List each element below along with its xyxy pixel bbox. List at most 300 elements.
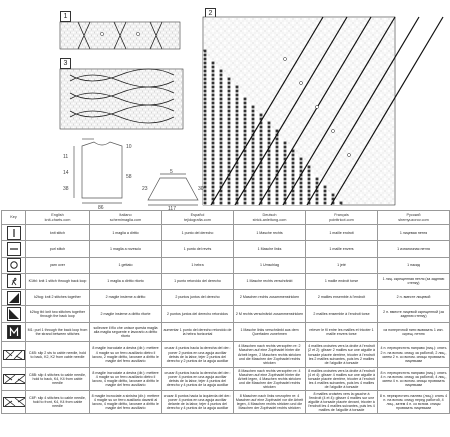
legend-header-key: Key <box>2 211 26 225</box>
chart2-decrease-mark <box>292 158 295 161</box>
chart2-yarn-over <box>316 106 319 109</box>
chart2-decrease-mark <box>220 78 223 81</box>
chart2-decrease-mark <box>212 190 215 193</box>
chart2-decrease-mark <box>260 186 263 189</box>
chart2-decrease-mark <box>228 162 231 165</box>
chart2-decrease-mark <box>284 146 287 149</box>
legend-es-text: cruzar 4 puntos hacia la derecha del der.: poner 2 puntos en una aguja auxiliar detrás de la labor, tejer 2 puntos del derecho y 2 puntos de la aguja auxiliar <box>162 342 234 368</box>
chart2-decrease-mark <box>252 162 255 165</box>
chart2-decrease-mark <box>212 118 215 121</box>
chart2-decrease-mark <box>220 126 223 129</box>
chart2-decrease-mark <box>212 62 215 65</box>
legend-symbol-cell <box>2 241 26 257</box>
chart2-yarn-over <box>348 154 351 157</box>
chart2-decrease-mark <box>268 170 271 173</box>
legend-header-german: Deutsch strick-anleitung.com <box>234 211 306 225</box>
dim-yoke-3: 30 <box>198 186 204 192</box>
chart2-decrease-mark <box>220 198 223 201</box>
chart2-decrease-mark <box>228 130 231 133</box>
chart2-decrease-mark <box>236 194 239 197</box>
chart2-decrease-mark <box>220 106 223 109</box>
chart2-decrease-mark <box>276 182 279 185</box>
legend-de-text: 1 Umschlag <box>234 257 306 273</box>
chart2-decrease-mark <box>204 82 207 85</box>
chart2-decrease-mark <box>244 178 247 181</box>
chart2-decrease-mark <box>212 182 215 185</box>
chart2-decrease-mark <box>228 166 231 169</box>
chart2-decrease-mark <box>204 162 207 165</box>
legend-fr-text: 8 mailles croisées vers la gauche à l'endroit (4 et 4): glisser 4 mailles sur une aiguille à torsade placée devant, tricoter à l'endroit les 4 mailles suivantes, puis les 4 mailles de l'aiguille à torsade <box>306 390 378 413</box>
chart2-decrease-mark <box>204 58 207 61</box>
chart2-decrease-mark <box>220 162 223 165</box>
chart2-decrease-mark <box>204 66 207 69</box>
chart2-decrease-mark <box>204 126 207 129</box>
chart2-decrease-mark <box>212 170 215 173</box>
chart2-decrease-mark <box>276 178 279 181</box>
chart2-decrease-mark <box>212 122 215 125</box>
chart2-decrease-mark <box>220 86 223 89</box>
legend-de-text: 4 Maschen nach rechts verzopfen re: 2 Maschen auf eine Zopfnadel hinter die Arbeit legen, 2 Maschen rechts stricken und die Maschen der Zopfnadel rechts stricken <box>234 342 306 368</box>
chart2-decrease-mark <box>292 170 295 173</box>
chart2-decrease-mark <box>284 170 287 173</box>
chart2-decrease-mark <box>204 50 207 53</box>
chart2-decrease-mark <box>228 126 231 129</box>
chart2-decrease-mark <box>292 166 295 169</box>
chart2-decrease-mark <box>260 178 263 181</box>
chart2-decrease-mark <box>220 94 223 97</box>
chart2-decrease-mark <box>324 202 327 205</box>
chart2-decrease-mark <box>252 178 255 181</box>
chart2-decrease-mark <box>252 122 255 125</box>
chart2-decrease-mark <box>228 190 231 193</box>
chart2-decrease-mark <box>260 134 263 137</box>
chart2-decrease-mark <box>220 170 223 173</box>
chart2-decrease-mark <box>244 118 247 121</box>
chart2-decrease-mark <box>324 186 327 189</box>
chart2-decrease-mark <box>244 194 247 197</box>
chart2-decrease-mark <box>252 154 255 157</box>
chart2-decrease-mark <box>220 150 223 153</box>
chart2-decrease-mark <box>252 110 255 113</box>
legend-fr-text: 2 mailles ensemble à l'endroit torse <box>306 306 378 323</box>
legend-fr-text: 1 maille endroit <box>306 225 378 241</box>
legend-es-text: 2 puntos juntos del derecho <box>162 289 234 305</box>
chart2-decrease-mark <box>260 166 263 169</box>
chart2-decrease-mark <box>204 114 207 117</box>
chart2-decrease-mark <box>220 82 223 85</box>
cable-c8b-icon <box>3 374 25 384</box>
legend-es-text: 1 punto retorcido del derecho <box>162 273 234 289</box>
chart2-decrease-mark <box>268 122 271 125</box>
chart2-decrease-mark <box>276 146 279 149</box>
chart-1-grid <box>60 22 180 49</box>
chart2-decrease-mark <box>268 198 271 201</box>
symbol-legend-table <box>1 210 450 414</box>
chart2-decrease-mark <box>252 158 255 161</box>
chart2-decrease-mark <box>260 130 263 133</box>
chart2-decrease-mark <box>204 110 207 113</box>
chart2-decrease-mark <box>228 186 231 189</box>
chart2-decrease-mark <box>220 102 223 105</box>
chart2-decrease-mark <box>220 138 223 141</box>
cable-c4b-icon <box>3 350 25 360</box>
legend-es-text: cruzar 8 puntos hacia la derecha del der.: poner 4 puntos en una aguja auxiliar detrás de la labor, tejer 4 puntos del derecho y 4 puntos de la aguja auxiliar <box>162 368 234 391</box>
chart2-decrease-mark <box>260 150 263 153</box>
cable-c8f-icon <box>3 397 25 407</box>
chart2-decrease-mark <box>252 202 255 205</box>
legend-es-text: 2 puntos juntos del derecho retorcidos <box>162 306 234 323</box>
chart2-decrease-mark <box>316 182 319 185</box>
chart2-decrease-mark <box>228 82 231 85</box>
chart2-decrease-mark <box>236 90 239 93</box>
chart-2-grid <box>203 17 396 205</box>
legend-ru-text: 1 лиц. скрещенная петля (за заднюю стенку) <box>378 273 450 289</box>
chart2-decrease-mark <box>244 98 247 101</box>
chart2-decrease-mark <box>228 154 231 157</box>
legend-it-text: 2 maglie insieme a diritto <box>90 289 162 305</box>
chart2-decrease-mark <box>252 142 255 145</box>
chart2-decrease-mark <box>252 126 255 129</box>
legend-it-text: 1 gettato <box>90 257 162 273</box>
knit-tbl-icon <box>7 274 21 288</box>
legend-symbol-cell <box>2 257 26 273</box>
legend-row <box>2 257 450 273</box>
k2tog-tbl-icon <box>7 307 21 321</box>
chart2-decrease-mark <box>236 146 239 149</box>
chart2-decrease-mark <box>212 186 215 189</box>
make-one-icon <box>7 325 21 339</box>
chart2-decrease-mark <box>308 170 311 173</box>
chart2-decrease-mark <box>260 146 263 149</box>
dim-body-1: 11 <box>63 154 69 160</box>
chart2-decrease-mark <box>220 158 223 161</box>
legend-row <box>2 306 450 323</box>
chart2-decrease-mark <box>236 150 239 153</box>
chart2-decrease-mark <box>220 118 223 121</box>
chart2-decrease-mark <box>308 174 311 177</box>
dim-body-5: 86 <box>98 205 104 211</box>
chart2-decrease-mark <box>300 202 303 205</box>
chart2-decrease-mark <box>276 202 279 205</box>
chart2-decrease-mark <box>204 146 207 149</box>
chart2-decrease-mark <box>236 106 239 109</box>
chart2-decrease-mark <box>284 174 287 177</box>
chart2-decrease-mark <box>228 122 231 125</box>
chart-3-grid <box>60 69 184 131</box>
chart2-decrease-mark <box>220 174 223 177</box>
chart2-decrease-mark <box>300 198 303 201</box>
chart2-decrease-mark <box>236 98 239 101</box>
chart2-decrease-mark <box>244 162 247 165</box>
legend-en-text: C8F: slip 4 stitches to cable needle, hold to front, K4, K4 from cable needle <box>26 390 90 413</box>
legend-ru-text: 8 п. перекрестить направо (лиц.): снять 4 п. на вспом. спицу за работой, 4 лиц., затем 4 п. со вспом. спицы провязать лицевыми <box>378 368 450 391</box>
chart2-decrease-mark <box>212 102 215 105</box>
legend-en-text: knit stitch <box>26 225 90 241</box>
yoke-schematic <box>140 170 206 210</box>
dim-body-6: 10 <box>126 144 132 150</box>
chart2-decrease-mark <box>284 142 287 145</box>
yarn-over-icon <box>7 258 21 272</box>
chart2-decrease-mark <box>316 202 319 205</box>
chart2-decrease-mark <box>300 190 303 193</box>
legend-header-russian: Русский shemyuzorov.com <box>378 211 450 225</box>
chart2-decrease-mark <box>220 202 223 205</box>
chart2-decrease-mark <box>220 74 223 77</box>
chart2-decrease-mark <box>204 90 207 93</box>
chart1-yarn-over <box>100 32 103 35</box>
chart2-decrease-mark <box>268 178 271 181</box>
chart2-decrease-mark <box>284 194 287 197</box>
chart2-decrease-mark <box>324 190 327 193</box>
legend-de-text: 2 M rechts verschränkt zusammenstricken <box>234 306 306 323</box>
chart2-decrease-mark <box>204 94 207 97</box>
legend-en-text: C4B: slip 2 sts to cable needle, hold to back, K2, K2 from cable needle <box>26 342 90 368</box>
chart2-decrease-mark <box>212 114 215 117</box>
chart2-decrease-mark <box>252 118 255 121</box>
chart2-decrease-mark <box>252 198 255 201</box>
legend-es-text: 1 hebra <box>162 257 234 273</box>
chart2-decrease-mark <box>220 110 223 113</box>
legend-it-text: 1 maglia a diritto ritorto <box>90 273 162 289</box>
chart2-decrease-mark <box>204 142 207 145</box>
chart2-decrease-mark <box>260 190 263 193</box>
chart2-decrease-mark <box>204 106 207 109</box>
chart2-decrease-mark <box>252 146 255 149</box>
chart2-yarn-over <box>300 82 303 85</box>
chart2-decrease-mark <box>308 182 311 185</box>
chart2-yarn-over <box>284 58 287 61</box>
chart2-decrease-mark <box>268 174 271 177</box>
legend-en-text: yarn over <box>26 257 90 273</box>
chart2-decrease-mark <box>276 162 279 165</box>
chart2-decrease-mark <box>228 118 231 121</box>
chart2-decrease-mark <box>268 154 271 157</box>
chart2-decrease-mark <box>284 186 287 189</box>
chart2-decrease-mark <box>244 138 247 141</box>
legend-it-text: 2 maglie insieme a diritto ritorte <box>90 306 162 323</box>
chart2-decrease-mark <box>324 198 327 201</box>
chart2-decrease-mark <box>316 178 319 181</box>
chart2-decrease-mark <box>212 142 215 145</box>
chart2-decrease-mark <box>236 126 239 129</box>
legend-de-text: 1 Masche links <box>234 241 306 257</box>
chart2-decrease-mark <box>228 78 231 81</box>
chart2-decrease-mark <box>220 142 223 145</box>
legend-it-text: 1 maglia a diritto <box>90 225 162 241</box>
legend-fr-text: 4 mailles croisées vers la droite à l'endroit (2 et 2): glisser 2 mailles sur une aiguille à torsade placée derrière, tricoter à l'endroit les 2 mailles suivantes, puis les 2 mailles de l'aiguille à torsade <box>306 342 378 368</box>
chart2-decrease-mark <box>212 150 215 153</box>
chart2-decrease-mark <box>268 142 271 145</box>
legend-ru-text: 1 лицевая петля <box>378 225 450 241</box>
chart2-decrease-mark <box>252 186 255 189</box>
chart2-decrease-mark <box>292 174 295 177</box>
chart2-decrease-mark <box>228 146 231 149</box>
chart2-decrease-mark <box>228 98 231 101</box>
chart2-decrease-mark <box>268 134 271 137</box>
chart2-decrease-mark <box>228 202 231 205</box>
chart2-decrease-mark <box>220 90 223 93</box>
chart2-decrease-mark <box>220 182 223 185</box>
chart2-decrease-mark <box>244 198 247 201</box>
chart2-decrease-mark <box>236 174 239 177</box>
chart2-decrease-mark <box>212 74 215 77</box>
chart2-decrease-mark <box>244 110 247 113</box>
chart2-decrease-mark <box>252 190 255 193</box>
chart2-decrease-mark <box>212 166 215 169</box>
chart2-decrease-mark <box>292 182 295 185</box>
chart2-decrease-mark <box>292 154 295 157</box>
chart2-decrease-mark <box>204 166 207 169</box>
chart2-decrease-mark <box>244 114 247 117</box>
chart2-decrease-mark <box>276 150 279 153</box>
chart2-decrease-mark <box>212 70 215 73</box>
chart2-decrease-mark <box>204 102 207 105</box>
chart2-decrease-mark <box>244 154 247 157</box>
chart2-yarn-over <box>332 130 335 133</box>
chart2-decrease-mark <box>220 178 223 181</box>
legend-row <box>2 342 450 368</box>
k2tog-icon <box>7 291 21 305</box>
chart2-decrease-mark <box>212 134 215 137</box>
chart2-decrease-mark <box>212 82 215 85</box>
legend-it-text: 1 maglia a rovescio <box>90 241 162 257</box>
legend-fr-text: 2 mailles ensemble à l'endroit <box>306 289 378 305</box>
chart2-decrease-mark <box>308 178 311 181</box>
chart2-decrease-mark <box>220 166 223 169</box>
chart2-decrease-mark <box>292 162 295 165</box>
legend-ru-text: 2 п. вместе лицевой скрещенной (за заднюю стенку) <box>378 306 450 323</box>
chart2-decrease-mark <box>284 150 287 153</box>
legend-symbol-cell <box>2 306 26 323</box>
chart2-decrease-mark <box>316 198 319 201</box>
legend-row <box>2 225 450 241</box>
chart2-decrease-mark <box>228 142 231 145</box>
chart2-decrease-mark <box>204 138 207 141</box>
panel-2-number: 2 <box>205 8 216 19</box>
legend-symbol-cell <box>2 368 26 391</box>
chart2-decrease-mark <box>236 178 239 181</box>
dim-body-4: 58 <box>126 174 132 180</box>
chart2-decrease-mark <box>268 126 271 129</box>
chart2-decrease-mark <box>204 74 207 77</box>
chart2-decrease-mark <box>252 182 255 185</box>
legend-fr-text: 8 mailles croisées vers la droite à l'endroit (4 et 4): glisser 4 mailles sur une aiguille à torsade placée derrière, tricoter à l'endroit les 4 mailles suivantes, puis les 4 mailles de l'aiguille à torsade <box>306 368 378 391</box>
chart2-decrease-mark <box>340 202 343 205</box>
legend-de-text: 1 Masche links verschränkt aus dem Querfaden zunehmen <box>234 323 306 342</box>
chart2-decrease-mark <box>308 190 311 193</box>
legend-es-text: aumentar 1 punto del derecho retorcido de la hebra horizontal <box>162 323 234 342</box>
chart2-decrease-mark <box>244 122 247 125</box>
chart2-decrease-mark <box>228 134 231 137</box>
chart2-decrease-mark <box>236 154 239 157</box>
chart2-decrease-mark <box>228 150 231 153</box>
chart2-decrease-mark <box>276 142 279 145</box>
chart2-decrease-mark <box>212 110 215 113</box>
chart2-decrease-mark <box>212 162 215 165</box>
chart2-decrease-mark <box>212 94 215 97</box>
chart2-decrease-mark <box>220 134 223 137</box>
chart2-decrease-mark <box>300 166 303 169</box>
chart2-decrease-mark <box>244 102 247 105</box>
chart2-decrease-mark <box>212 158 215 161</box>
legend-it-text: 8 maglie incrociate a sinistra (dir.): mettere 4 maglie su un ferro ausiliario davanti al lavoro, 4 maglie diritto, lavorare a diritto le maglie del ferro ausiliario <box>90 390 162 413</box>
legend-header-french: Français pointtricot.com <box>306 211 378 225</box>
chart2-decrease-mark <box>228 106 231 109</box>
legend-header-english: English knit-charts.com <box>26 211 90 225</box>
chart2-decrease-mark <box>260 194 263 197</box>
chart2-decrease-mark <box>260 114 263 117</box>
chart2-decrease-mark <box>228 182 231 185</box>
chart2-decrease-mark <box>228 110 231 113</box>
chart2-decrease-mark <box>308 194 311 197</box>
chart2-decrease-mark <box>244 158 247 161</box>
legend-row <box>2 289 450 305</box>
legend-de-text: 8 Maschen nach rechts verzopfen re: 4 Maschen auf eine Zopfnadel hinter die Arbeit legen, 4 Maschen rechts stricken und die Maschen der Zopfnadel rechts stricken <box>234 368 306 391</box>
chart2-decrease-mark <box>236 94 239 97</box>
chart2-decrease-mark <box>220 122 223 125</box>
legend-es-text: 1 punto del derecho <box>162 225 234 241</box>
chart2-decrease-mark <box>252 106 255 109</box>
legend-symbol-cell <box>2 273 26 289</box>
chart2-decrease-mark <box>220 70 223 73</box>
chart2-decrease-mark <box>204 134 207 137</box>
chart2-decrease-mark <box>212 106 215 109</box>
chart2-decrease-mark <box>236 86 239 89</box>
chart2-decrease-mark <box>284 182 287 185</box>
chart2-decrease-mark <box>300 194 303 197</box>
chart2-decrease-mark <box>204 150 207 153</box>
purl-stitch-icon <box>7 242 21 256</box>
legend-row <box>2 241 450 257</box>
chart2-decrease-mark <box>284 154 287 157</box>
legend-row <box>2 368 450 391</box>
chart2-decrease-mark <box>212 78 215 81</box>
chart2-decrease-mark <box>284 166 287 169</box>
legend-it-text: 8 maglie incrociate a destra (dir.): mettere 4 maglie su un ferro ausiliario dietro il lavoro, 2 maglie diritto, lavorare a diritto le maglie del ferro ausiliario <box>90 342 162 368</box>
panel-1-number: 1 <box>60 11 71 22</box>
chart2-decrease-mark <box>236 142 239 145</box>
legend-en-text: K1tbl: knit 1 stitch through back loop <box>26 273 90 289</box>
chart2-decrease-mark <box>252 194 255 197</box>
chart2-decrease-mark <box>204 54 207 57</box>
legend-it-text: 8 maglie incrociate a destra (dir.): mettere 4 maglie su un ferro ausiliario dietro il lavoro, 4 maglie diritto, lavorare a diritto le maglie del ferro ausiliario <box>90 368 162 391</box>
chart2-decrease-mark <box>276 190 279 193</box>
legend-en-text: k2tog tbl: knit two stitches together through the back loop <box>26 306 90 323</box>
chart2-decrease-mark <box>220 130 223 133</box>
chart2-decrease-mark <box>268 202 271 205</box>
chart2-decrease-mark <box>260 142 263 145</box>
chart2-decrease-mark <box>204 78 207 81</box>
dim-yoke-4: 117 <box>168 206 176 212</box>
chart2-decrease-mark <box>300 186 303 189</box>
chart2-decrease-mark <box>284 178 287 181</box>
legend-symbol-cell <box>2 390 26 413</box>
chart2-decrease-mark <box>236 122 239 125</box>
legend-fr-text: 1 jeté <box>306 257 378 273</box>
legend-ru-text: 2 п. вместе лицевой <box>378 289 450 305</box>
chart2-decrease-mark <box>268 130 271 133</box>
chart2-decrease-mark <box>308 186 311 189</box>
chart2-decrease-mark <box>236 134 239 137</box>
chart2-decrease-mark <box>204 86 207 89</box>
chart2-decrease-mark <box>300 182 303 185</box>
chart2-decrease-mark <box>204 158 207 161</box>
chart2-decrease-mark <box>236 102 239 105</box>
chart2-decrease-mark <box>260 154 263 157</box>
chart2-decrease-mark <box>260 174 263 177</box>
chart2-decrease-mark <box>236 118 239 121</box>
chart2-decrease-mark <box>212 86 215 89</box>
